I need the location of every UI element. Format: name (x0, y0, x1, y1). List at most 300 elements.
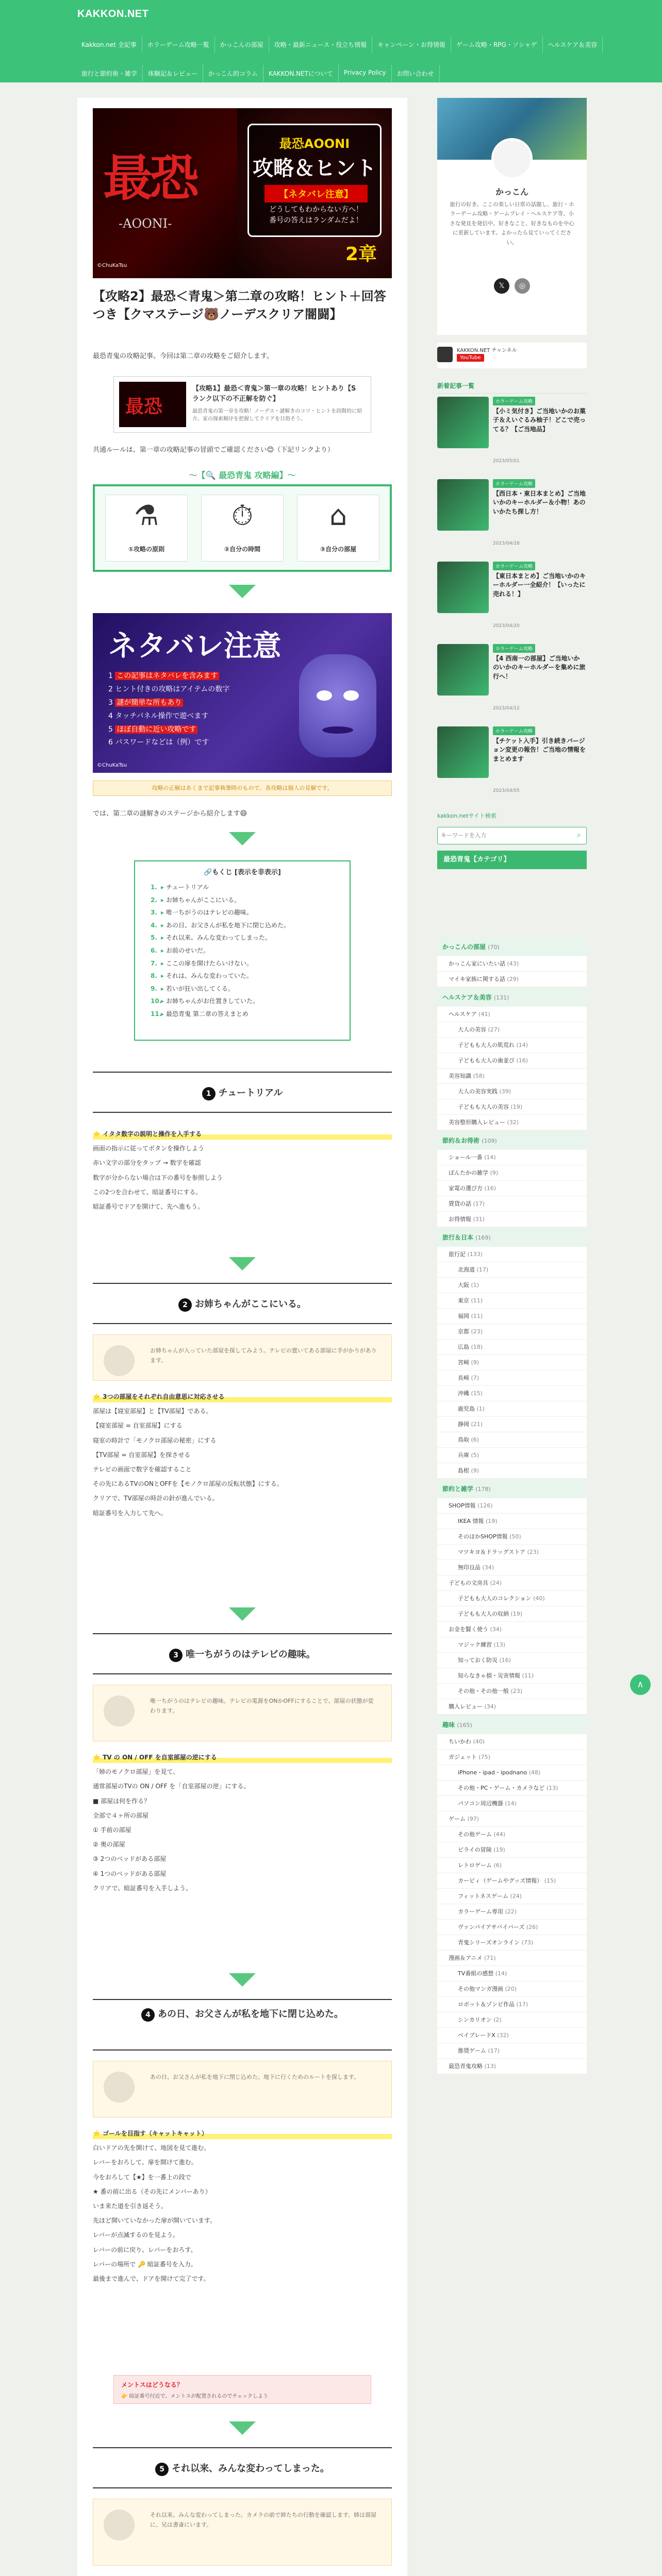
category-group (437, 1480, 587, 1715)
heading-father (93, 1999, 392, 2050)
category-heading[interactable] (437, 1716, 587, 1734)
character-avatar (104, 2510, 135, 2540)
category-sub-label[interactable]: TV番組の感想 (458, 1970, 494, 1977)
category-sub-count: (40) (473, 1738, 485, 1745)
category-label[interactable]: 趣味 (442, 1721, 455, 1728)
category-sub-item[interactable] (437, 1247, 587, 1262)
toc-item[interactable] (151, 881, 290, 894)
category-sub-item[interactable] (437, 1858, 587, 1873)
category-sub-label[interactable]: 兵庫 (458, 1452, 469, 1459)
spoiler-text: この記事はネタバレを含みます (115, 672, 219, 680)
sidebar (437, 98, 587, 2576)
category-sub-item[interactable] (437, 1084, 587, 1099)
category-sub-item[interactable] (437, 2012, 587, 2028)
category-sub-item[interactable] (437, 1606, 587, 1622)
recent-thumbnail[interactable] (437, 726, 489, 778)
category-sub-label[interactable]: カービィ（ゲームやグッズ情報） (458, 1877, 543, 1884)
toc-item[interactable] (151, 982, 290, 995)
category-sub-count: (17) (488, 2047, 500, 2054)
category-sub-item[interactable] (437, 1448, 587, 1463)
category-sub-item[interactable] (437, 1637, 587, 1653)
icon-card (105, 495, 188, 562)
nav-item[interactable]: ヘルスケア＆美容 (543, 36, 603, 53)
category-sub-item[interactable] (437, 1386, 587, 1401)
category-sub-label[interactable]: 京都 (458, 1328, 469, 1335)
category-label[interactable]: かっこんの部屋 (442, 943, 486, 951)
category-sub-label[interactable]: 島根 (458, 1467, 469, 1474)
category-sub-count: (22) (505, 1908, 517, 1915)
recent-post[interactable] (437, 726, 587, 804)
nav-item[interactable]: ホラーゲーム攻略一覧 (142, 36, 215, 53)
youtube-button[interactable]: YouTube (457, 354, 484, 362)
category-count: (70) (488, 944, 500, 951)
nav-item[interactable]: 攻略・最新ニュース・役立ち情報 (269, 36, 372, 53)
nav-item[interactable]: 旅行と節約術・雑学 (76, 65, 143, 82)
body-line: 先ほど開いていなかった扉が開いています。 (93, 2217, 217, 2225)
category-sub-label[interactable]: ベイブレードX (458, 2032, 495, 2039)
toc-link[interactable]: ここの扉を開けたらいけない。 (166, 959, 253, 967)
character-avatar (104, 1696, 135, 1726)
category-sub-label[interactable]: 美容整形購入レビュー (449, 1119, 505, 1126)
category-sub-item[interactable] (437, 1432, 587, 1448)
body-line: 寝室の時計で「モノクロ部屋の秘密」にする (93, 1436, 217, 1444)
toc-link[interactable]: あの日、お父さんが私を地下に閉じ込めた。 (166, 921, 290, 929)
category-sub-label[interactable]: ガジェット (449, 1754, 477, 1760)
category-sub-label[interactable]: 子どもも大人の歯並び (458, 1057, 515, 1064)
category-sub-item[interactable] (437, 1591, 587, 1606)
category-sub-item[interactable] (437, 1545, 587, 1560)
lead-text-2: では、第二章の謎解きのステージから紹介します😄 (93, 810, 247, 818)
category-sub-item[interactable] (437, 2028, 587, 2043)
category-count: (165) (457, 1722, 472, 1728)
category-sub-label[interactable]: ヴァンパイアサバイバーズ (458, 1924, 525, 1930)
category-sub-label[interactable]: 宮崎 (458, 1359, 469, 1366)
category-sub-label[interactable]: 大阪 (458, 1282, 469, 1289)
category-sub-count: (16) (516, 1057, 528, 1064)
category-sub-item[interactable] (437, 1196, 587, 1212)
category-sub-item[interactable] (437, 1370, 587, 1386)
category-sub-count: (126) (477, 1502, 493, 1509)
category-sub-item[interactable] (437, 1463, 587, 1479)
category-sub-item[interactable] (437, 1099, 587, 1115)
recent-title[interactable]: 【西日本・東日本まとめ】ご当地いかのキーホルダー＆小物！あのいかたち探し方！ (493, 490, 586, 515)
recent-title[interactable]: 【チケット入手】引き続きバージョン変更の報告！ご当地の情報をまとめます (493, 737, 586, 762)
category-sub-label[interactable]: ビライの冒険 (458, 1846, 492, 1853)
category-sub-label[interactable]: マジック練習 (458, 1641, 492, 1648)
category-heading[interactable] (437, 938, 587, 956)
category-sub-count: (20) (505, 1986, 517, 1992)
category-sub-item[interactable] (437, 2059, 587, 2074)
nav-item[interactable]: KAKKON.NETについて (263, 65, 339, 82)
category-sub-label[interactable]: 長崎 (458, 1375, 469, 1381)
category-sub-label[interactable]: ロボット＆ゾンビ作品 (458, 2001, 515, 2008)
category-sub-label[interactable]: ヘルスケア (449, 1011, 477, 1018)
recent-post[interactable] (437, 644, 587, 721)
category-sub-label[interactable]: 子どもも大人の美容 (458, 1104, 509, 1110)
recent-thumbnail[interactable] (437, 479, 489, 531)
body-line: ③ 2つのベッドがある部屋 (93, 1855, 167, 1863)
profile-card (437, 98, 587, 335)
toc-bullet: ▸ (161, 946, 164, 954)
category-sub-item[interactable] (437, 1750, 587, 1765)
category-sub-item[interactable] (437, 1150, 587, 1165)
card-thumbnail (119, 382, 186, 427)
category-sub-item[interactable] (437, 1684, 587, 1699)
category-heading[interactable] (437, 988, 587, 1007)
category-sub-count: (24) (490, 1580, 502, 1586)
toc-item[interactable] (151, 931, 290, 944)
category-label[interactable]: 旅行＆日本 (442, 1234, 474, 1241)
spoiler-line (108, 736, 229, 750)
category-sub-item[interactable] (437, 1038, 587, 1053)
search-icon[interactable]: ⌕ (577, 831, 581, 839)
recent-thumbnail[interactable] (437, 644, 489, 696)
category-sub-label[interactable]: シンカリオン (458, 2016, 492, 2023)
category-sub-label[interactable]: 東京 (458, 1297, 469, 1304)
category-sub-label[interactable]: お金を賢く使う (449, 1626, 488, 1633)
category-sub-item[interactable] (437, 1920, 587, 1935)
category-sub-label[interactable]: フィットネスゲーム (458, 1893, 509, 1900)
category-sub-item[interactable] (437, 1935, 587, 1951)
hint-box (93, 1685, 392, 1741)
category-sub-label[interactable]: 静岡 (458, 1421, 469, 1428)
toc-bullet: ▸ (161, 896, 164, 904)
toc-item[interactable] (151, 1008, 290, 1021)
category-sub-count: (75) (478, 1754, 490, 1760)
category-sub-label[interactable]: その他ゲーム (458, 1831, 492, 1838)
category-sub-label[interactable]: 青鬼シリーズオンライン (458, 1939, 520, 1946)
category-sub-label[interactable]: 子どもも大人の肌荒れ (458, 1042, 515, 1048)
body-line: レバーの前に戻り、レバーをおろす。 (93, 2246, 197, 2253)
category-sub-label[interactable]: その他・PC・ゲーム・カメラなど (458, 1785, 545, 1791)
toc-item[interactable] (151, 906, 290, 919)
category-sub-item[interactable] (437, 1514, 587, 1529)
category-sub-item[interactable] (437, 1575, 587, 1591)
category-sub-item[interactable] (437, 1668, 587, 1684)
category-sub-count: (14) (495, 1970, 507, 1977)
spoiler-number: 6 (108, 738, 115, 747)
category-sub-item[interactable] (437, 1529, 587, 1545)
category-sub-label[interactable]: 子どもも大人のコレクション (458, 1595, 532, 1602)
category-sub-count: (17) (516, 2001, 528, 2008)
search-input[interactable] (441, 829, 565, 842)
category-sub-label[interactable]: 漫画＆アニメ (449, 1955, 483, 1961)
hero-box (247, 124, 382, 237)
category-sub-item[interactable] (437, 1181, 587, 1196)
recent-post[interactable] (437, 479, 587, 556)
spoiler-text: パスワードなどは（例）です (115, 738, 209, 747)
body-line: 赤い文字の部分をタップ → 数字を確認 (93, 1159, 201, 1167)
category-sub-item[interactable] (437, 2043, 587, 2059)
profile-bio: 旅行の好き。ここの楽しい日常の話題し、旅行・ホラーゲーム攻略・ゲームプレイ・ヘルスケア等、小さな発見を発信中。好きなこと、好きなものを中心に更新しています。よかったら見ていってください。 (450, 201, 574, 246)
toc-link[interactable]: お姉ちゃんがここにいる。 (166, 896, 241, 904)
category-sub-item[interactable] (437, 1262, 587, 1278)
heading-text: それ以来、みんな変わってしまった。 (172, 2463, 329, 2474)
toc-bullet: ▸ (161, 959, 164, 967)
category-sub-count: (15) (471, 1390, 483, 1397)
recent-category-tag: ホラーゲーム攻略 (493, 644, 535, 653)
category-sub-item[interactable] (437, 1278, 587, 1293)
category-sub-item[interactable] (437, 1560, 587, 1575)
recent-thumbnail[interactable] (437, 562, 489, 613)
note-body: 👉 暗証番号付近で、メントスが配置されるのでチェックしよう (121, 2394, 269, 2399)
category-sub-item[interactable] (437, 1966, 587, 1981)
category-sub-item[interactable] (437, 1053, 587, 1069)
nav-item[interactable]: かっこん的コラム (203, 65, 263, 82)
search-field[interactable] (437, 827, 587, 844)
card-title[interactable]: 【攻略1】最恐＜青鬼＞第一章の攻略！ヒントあり【Sランク以下の不正解を防ぐ】 (192, 385, 356, 403)
category-sub-label[interactable]: 鹿児島 (458, 1405, 475, 1412)
x-twitter-icon[interactable]: 𝕏 (494, 278, 509, 294)
category-sub-item[interactable] (437, 1734, 587, 1750)
category-sub-label[interactable]: IKEA 情報 (458, 1518, 484, 1524)
category-sub-item[interactable] (437, 1340, 587, 1355)
toc-number: 8. (151, 972, 157, 980)
toc-bullet: ▸ (161, 921, 164, 929)
spoiler-copyright: ©ChuKaTsu (97, 762, 127, 768)
category-sub-label[interactable]: 広島 (458, 1344, 469, 1350)
category-sub-count: (21) (471, 1421, 483, 1428)
toc-link[interactable]: 若いが狂い出してくる。 (166, 985, 235, 992)
category-sub-count: (23) (510, 1688, 523, 1694)
category-sub-item[interactable] (437, 1981, 587, 1997)
category-sub-label[interactable]: 知っておく防災 (458, 1657, 498, 1664)
toc-item[interactable] (151, 944, 290, 957)
body-line: ⭐ イタタ数字の説明と操作を入手する (93, 1128, 392, 1140)
category-sub-count: (6) (471, 1436, 479, 1443)
category-sub-item[interactable] (437, 1796, 587, 1811)
toc-link[interactable]: 最恐青鬼 第二章の答えまとめ (166, 1010, 249, 1018)
body-line: その先にあるTVのONとOFFを【モノクロ部屋の反転状態】にする。 (93, 1480, 283, 1488)
category-sub-label[interactable]: 大人の美容実践 (458, 1088, 498, 1095)
category-sub-item[interactable] (437, 1997, 587, 2012)
nav-item[interactable]: キャンペーン・お得情報 (372, 36, 451, 53)
card-thumb-text: 最恐 (125, 396, 163, 417)
category-sub-count: (1) (471, 1282, 479, 1289)
recent-title[interactable]: 【東日本まとめ】ご当地いかのキーホルダー一全紹介！【いったに売れる！】 (493, 572, 586, 598)
toc-bullet: ▸ (161, 972, 164, 980)
category-sub-label[interactable]: かっこん家にいたい話 (449, 960, 505, 967)
toc-number: 1. (151, 884, 157, 891)
category-sub-label[interactable]: ショール一番 (449, 1154, 483, 1161)
category-sub-item[interactable] (437, 1293, 587, 1309)
category-sub-label[interactable]: 知らなきゃ損・災害情報 (458, 1672, 520, 1679)
category-sub-item[interactable] (437, 1622, 587, 1637)
category-sub-count: (15) (544, 1877, 556, 1884)
category-sub-item[interactable] (437, 972, 587, 987)
category-sub-label[interactable]: 最恐青鬼攻略 (449, 2063, 483, 2070)
category-count: (178) (475, 1486, 491, 1493)
eye-left (317, 690, 332, 701)
category-sub-item[interactable] (437, 1827, 587, 1842)
category-sub-count: (50) (509, 1533, 521, 1540)
nav-item[interactable]: 体験記＆レビュー (143, 65, 203, 82)
nav-row-1 (76, 36, 603, 53)
toc-link[interactable]: チュートリアル (166, 884, 209, 891)
category-sub-item[interactable] (437, 1811, 587, 1827)
youtube-strip[interactable] (437, 343, 587, 368)
category-sub-item[interactable] (437, 1355, 587, 1370)
category-sub-label[interactable]: ぽんたかの雑学 (449, 1170, 488, 1176)
spoiler-number: 3 (108, 698, 115, 707)
category-sub-item[interactable] (437, 1069, 587, 1084)
category-sub-label[interactable]: お得情報 (449, 1216, 471, 1223)
toc-list (151, 881, 290, 1021)
toc-item[interactable] (151, 995, 290, 1008)
toc-item[interactable] (151, 957, 290, 970)
category-sub-item[interactable] (437, 1873, 587, 1889)
toc-bullet: ▸ (161, 985, 164, 992)
nav-item[interactable]: お問い合わせ (392, 65, 440, 82)
nav-item[interactable]: ゲーム攻略・RPG・ソシャゲ (451, 36, 543, 53)
category-label[interactable]: 節約と雑学 (442, 1485, 474, 1493)
toc-title[interactable]: 🔗もくじ [表示を非表示] (204, 869, 281, 876)
category-sub-label[interactable]: 美容知識 (449, 1073, 471, 1079)
toc-link[interactable]: それは、みんな変わっていた。 (166, 972, 253, 980)
site-logo[interactable]: KAKKON.NET (77, 8, 149, 20)
toc-bullet: ▸ (161, 1010, 164, 1018)
category-sub-label[interactable]: 家電の選び方 (449, 1185, 483, 1192)
toc-item[interactable] (151, 970, 290, 982)
category-sub-label[interactable]: 旅行記 (449, 1251, 466, 1258)
category-sub-label[interactable]: 賃貸の話 (449, 1200, 471, 1207)
hint-box (93, 2061, 392, 2117)
category-sub-label[interactable]: レトロゲーム (458, 1862, 492, 1869)
number-badge: 5 (155, 2463, 169, 2476)
nav-item[interactable]: Privacy Policy (339, 65, 392, 82)
category-sub-item[interactable] (437, 1653, 587, 1668)
category-list (437, 938, 587, 2075)
category-heading[interactable] (437, 1480, 587, 1498)
hero-box-title: 最恐AOONI (279, 137, 350, 151)
toc-item[interactable] (151, 894, 290, 907)
category-sub-label[interactable]: その他・その他一般 (458, 1688, 509, 1694)
category-sub-item[interactable] (437, 1951, 587, 1966)
category-sub-item[interactable] (437, 1212, 587, 1227)
category-sub-count: (27) (488, 1026, 500, 1033)
nav-item[interactable]: Kakkon.net 全記事 (76, 36, 142, 53)
category-sub-item[interactable] (437, 1904, 587, 1920)
toc-number: 7. (151, 959, 157, 967)
category-sub-item[interactable] (437, 1781, 587, 1796)
card-label: ③自分の部屋 (320, 546, 357, 553)
category-sub-label[interactable]: 購入レビュー (449, 1703, 483, 1710)
category-heading[interactable] (437, 1228, 587, 1247)
toc-number: 9. (151, 985, 157, 992)
number-badge: 4 (141, 2008, 155, 2022)
nav-item[interactable]: かっこんの部屋 (215, 36, 269, 53)
category-sub-label[interactable]: 子どもも大人の収納 (458, 1611, 509, 1617)
category-sub-count: (13) (484, 2063, 496, 2070)
category-sub-item[interactable] (437, 956, 587, 972)
category-sub-item[interactable] (437, 1309, 587, 1324)
category-sub-label[interactable]: カラーゲーム専用 (458, 1908, 503, 1915)
category-sub-label[interactable]: ちいかわ (449, 1738, 471, 1745)
toc-link[interactable]: お前のせいだ。 (166, 946, 210, 954)
category-label[interactable]: ヘルスケア＆美容 (442, 994, 492, 1001)
recent-post[interactable] (437, 397, 587, 474)
toc-item[interactable] (151, 919, 290, 932)
toc-link[interactable]: お姉ちゃんがお仕置きしていた。 (166, 997, 259, 1005)
category-sub-count: (43) (507, 960, 519, 967)
category-sub-label[interactable]: 鳥取 (458, 1436, 469, 1443)
scroll-to-top-button[interactable]: ∧ (630, 1674, 651, 1695)
toc-bullet: ▸ (161, 997, 164, 1005)
category-sub-item[interactable] (437, 1007, 587, 1022)
category-sub-item[interactable] (437, 1889, 587, 1904)
category-sub-count: (5) (471, 1452, 479, 1459)
body-line: ⭐ ゴールを目指す（キャットキャット） (93, 2128, 392, 2139)
category-sub-label[interactable]: 沖縄 (458, 1390, 469, 1397)
spoiler-warning-banner (93, 613, 392, 773)
category-sub-label[interactable]: 推奨ゲーム (458, 2047, 486, 2054)
category-label[interactable]: 節約＆お得術 (442, 1137, 480, 1144)
category-sub-label[interactable]: 大人の美容 (458, 1026, 486, 1033)
category-sub-label[interactable]: 福岡 (458, 1313, 469, 1319)
character-avatar (104, 2072, 135, 2103)
category-sub-item[interactable] (437, 1498, 587, 1514)
category-sub-label[interactable]: 子どもの文房具 (449, 1580, 488, 1586)
recent-thumbnail[interactable] (437, 397, 489, 448)
body-line: 白いドアの先を開けて、地図を見て進む。 (93, 2144, 210, 2152)
category-sub-label[interactable]: マツキヨ＆ドラッグストア (458, 1549, 526, 1555)
category-sub-item[interactable] (437, 1401, 587, 1417)
body-line: レバーをおろして、扉を開けて進む。 (93, 2159, 197, 2166)
category-sub-label[interactable]: SHOP情報 (449, 1502, 476, 1509)
category-heading[interactable] (437, 1131, 587, 1150)
category-sub-label[interactable]: パソコン周辺機器 (458, 1800, 503, 1807)
toc-link[interactable]: 唯一ちがうのはテレビの趣味。 (166, 909, 253, 917)
category-sub-label[interactable]: 北海道 (458, 1266, 475, 1273)
category-sub-label[interactable]: iPhone・ipad・ipodnano (458, 1769, 527, 1776)
category-count: (131) (493, 994, 509, 1001)
category-sub-item[interactable] (437, 1165, 587, 1181)
category-sub-label[interactable]: その他マンガ漫画 (458, 1986, 503, 1992)
category-sub-label[interactable]: 無印良品 (458, 1564, 481, 1571)
toc-number: 5. (151, 934, 157, 942)
lead-text: 共通ルールは、第一章の攻略記事の冒頭でご確認ください😊（下記リンクより） (93, 446, 335, 454)
category-sub-label[interactable]: マイキ家族に関する話 (449, 976, 505, 982)
spoiler-line (108, 723, 229, 737)
category-sub-item[interactable] (437, 1417, 587, 1432)
category-sub-count: (11) (522, 1672, 534, 1679)
related-article-card[interactable] (113, 376, 371, 433)
recent-title[interactable]: 【小ミ気付き】ご当地いかのお菓子＆えいぐるみ柚子！どこで売ってる？【ご当地品】 (493, 408, 586, 433)
category-sub-item[interactable] (437, 1324, 587, 1340)
character-avatar (104, 1345, 135, 1376)
toc-number: 6. (151, 946, 157, 954)
toc-link[interactable]: それ以来、みんな変わってしまった。 (166, 934, 271, 942)
category-sub-count: (19) (485, 1518, 498, 1524)
category-sub-label[interactable]: ゲーム (449, 1816, 466, 1822)
category-sub-count: (40) (533, 1595, 545, 1602)
recent-title[interactable]: 【4 西南一の部屋】ご当地いかのいかのキーホルダーを集めに旅行へ！ (493, 655, 586, 680)
category-group (437, 988, 587, 1130)
category-sub-item[interactable] (437, 1699, 587, 1715)
category-sub-item[interactable] (437, 1115, 587, 1130)
search-label: kakkon.netサイト検索 (437, 812, 496, 819)
recent-post[interactable] (437, 562, 587, 639)
category-sub-item[interactable] (437, 1842, 587, 1858)
body-line: レバーが点滅するのを見よう。 (93, 2231, 179, 2239)
spoiler-line (108, 697, 229, 710)
category-sub-item[interactable] (437, 1765, 587, 1781)
instagram-icon[interactable]: ◎ (515, 278, 530, 294)
category-sub-label[interactable]: そのほかSHOP情報 (458, 1533, 508, 1540)
body-line: この2つを合わせて、暗証番号にする。 (93, 1188, 202, 1196)
body-line: ② 奥の部屋 (93, 1841, 125, 1849)
category-sub-item[interactable] (437, 1022, 587, 1038)
